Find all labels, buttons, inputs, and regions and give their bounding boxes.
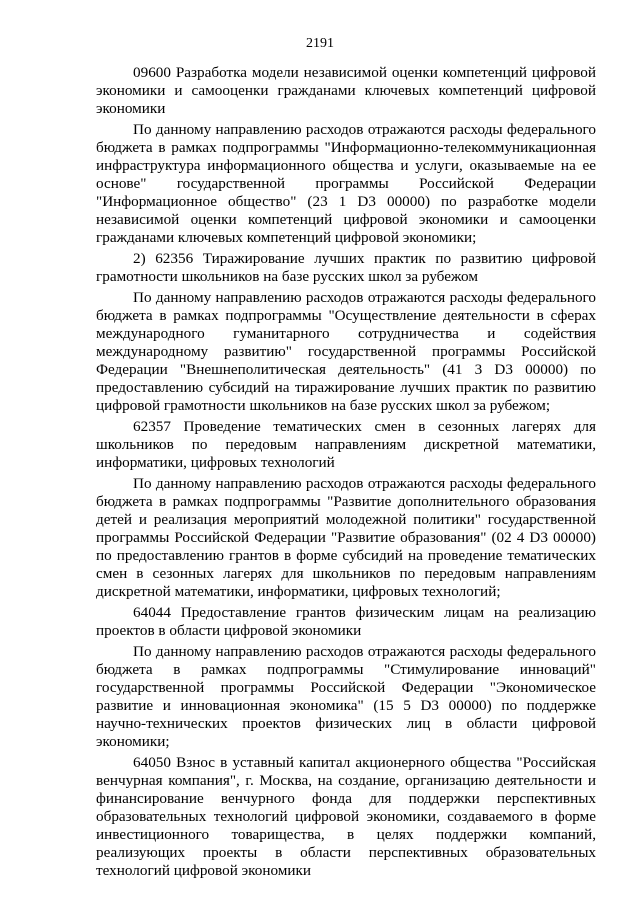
paragraph-64050-heading: 64050 Взнос в уставный капитал акционерного общества "Российская венчурная компания", г. Москва, на создание, организацию деятельности и финансирование венчурного фонда для поддержки перспективных образовательных технологий цифровой экономики, создаваемого в форме инвестиционного товарищества, в целях поддержки компаний, реализующих проекты в области перспективных образовательных технологий цифровой экономики: [96, 754, 596, 879]
paragraph-64044-heading: 64044 Предоставление грантов физическим лицам на реализацию проектов в области цифровой экономики: [96, 604, 596, 639]
page-number: 2191: [306, 36, 334, 51]
paragraph-62357-description: По данному направлению расходов отражаются расходы федерального бюджета в рамках подпрограммы "Развитие дополнительного образования детей и реализация мероприятий молодежной политики" государственной программы Российской Федерации "Развитие образования" (02 4 D3 00000) по предоставлению грантов в форме субсидий на проведение тематических смен в сезонных лагерях для школьников по передовым направлениям дискретной математики, информатики, цифровых технологий;: [96, 475, 596, 600]
paragraph-64044-description: По данному направлению расходов отражаются расходы федерального бюджета в рамках подпрограммы "Стимулирование инноваций" государственной программы Российской Федерации "Экономическое развитие и инновационная экономика" (15 5 D3 00000) по поддержке научно-технических проектов физических лиц в области цифровой экономики;: [96, 643, 596, 750]
paragraph-62356-heading: 2) 62356 Тиражирование лучших практик по развитию цифровой грамотности школьников на базе русских школ за рубежом: [96, 250, 596, 285]
paragraph-09600-heading: 09600 Разработка модели независимой оценки компетенций цифровой экономики и самооценки гражданами ключевых компетенций цифровой экономики: [96, 64, 596, 117]
paragraph-62356-description: По данному направлению расходов отражаются расходы федерального бюджета в рамках подпрограммы "Осуществление деятельности в сферах международного гуманитарного сотрудничества и содействия международному развитию" государственной программы Российской Федерации "Внешнеполитическая деятельность" (41 3 D3 00000) по предоставлению субсидий на тиражирование лучших практик по развитию цифровой грамотности школьников на базе русских школ за рубежом;: [96, 289, 596, 414]
paragraph-09600-description: По данному направлению расходов отражаются расходы федерального бюджета в рамках подпрограммы "Информационно-телекоммуникационная инфраструктура информационного общества и услуги, оказываемые на ее основе" государственной программы Российской Федерации "Информационное общество" (23 1 D3 00000) по разработке модели независимой оценки компетенций цифровой экономики и самооценки гражданами ключевых компетенций цифровой экономики;: [96, 121, 596, 246]
document-body: [96, 64, 596, 883]
paragraph-62357-heading: 62357 Проведение тематических смен в сезонных лагерях для школьников по передовым направлениям дискретной математики, информатики, цифровых технологий: [96, 418, 596, 471]
